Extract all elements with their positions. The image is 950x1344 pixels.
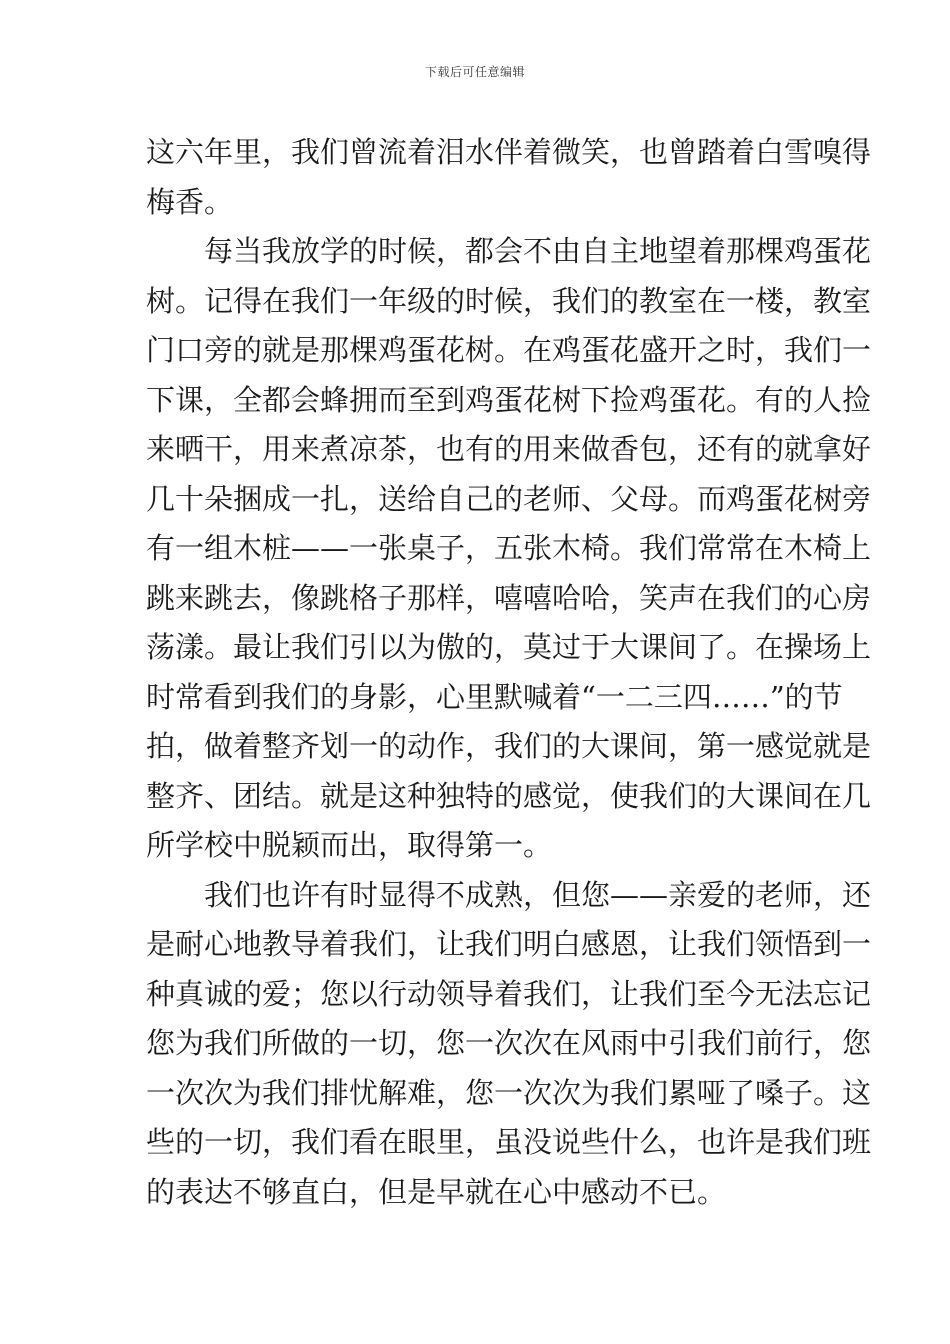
paragraph: [146, 227, 872, 871]
text-line: 些的一切，我们看在眼里，虽没说些什么，也许是我们班: [146, 1125, 872, 1159]
text-line: 荡漾。最让我们引以为傲的，莫过于大课间了。在操场上: [146, 630, 872, 664]
text-line: 一次次为我们排忧解难，您一次次为我们累哑了嗓子。这: [146, 1075, 872, 1110]
text-line: 跳来跳去，像跳格子那样，嘻嘻哈哈，笑声在我们的心房: [146, 580, 872, 615]
text-line: 整齐、团结。就是这种独特的感觉，使我们的大课间在几: [146, 778, 872, 813]
text-line: 种真诚的爱；您以行动领导着我们，让我们至今无法忘记: [146, 976, 872, 1011]
text-line: 时常看到我们的身影，心里默喊着“一二三四……”的节: [146, 679, 843, 714]
text-line: 来晒干，用来煮凉茶，也有的用来做香包，还有的就拿好: [146, 432, 872, 466]
text-line: 我们也许有时显得不成熟，但您——亲爱的老师，还: [204, 877, 872, 912]
text-line: 下课，全都会蜂拥而至到鸡蛋花树下捡鸡蛋花。有的人捡: [146, 382, 872, 417]
text-line: 有一组木桩——一张桌子，五张木椅。我们常常在木椅上: [146, 531, 872, 565]
text-line: 是耐心地教导着我们，让我们明白感恩，让我们领悟到一: [146, 927, 872, 961]
paragraph: [146, 128, 872, 227]
text-line: 门口旁的就是那棵鸡蛋花树。在鸡蛋花盛开之时，我们一: [146, 333, 872, 367]
text-line: 这六年里，我们曾流着泪水伴着微笑，也曾踏着白雪嗅得: [146, 135, 872, 169]
text-line: 所学校中脱颖而出，取得第一。: [146, 828, 553, 862]
document-body: [146, 128, 872, 1217]
text-line: 您为我们所做的一切，您一次次在风雨中引我们前行，您: [146, 1026, 872, 1060]
text-line: 树。记得在我们一年级的时候，我们的教室在一楼，教室: [146, 283, 872, 318]
text-line: 几十朵捆成一扎，送给自己的老师、父母。而鸡蛋花树旁: [146, 481, 872, 516]
text-line: 拍，做着整齐划一的动作，我们的大课间，第一感觉就是: [146, 729, 872, 763]
text-line: 的表达不够直白，但是早就在心中感动不已。: [146, 1174, 727, 1209]
text-line: 梅香。: [146, 184, 234, 219]
text-line: 每当我放学的时候，都会不由自主地望着那棵鸡蛋花: [204, 234, 872, 268]
paragraph: [146, 871, 872, 1218]
page-header: 下载后可任意编辑: [424, 65, 525, 79]
